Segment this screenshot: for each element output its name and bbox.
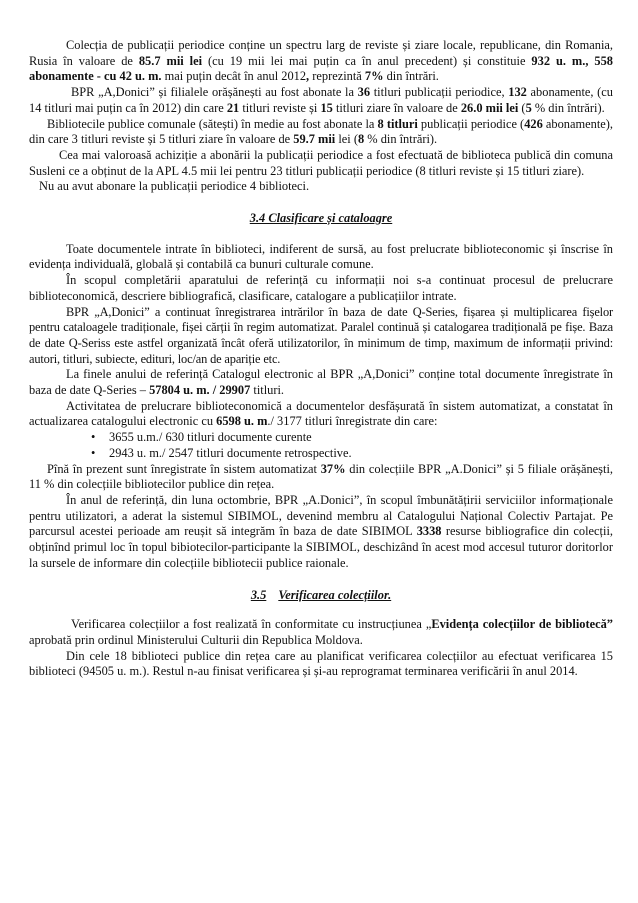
list-item: • 3655 u.m./ 630 titluri documente curente xyxy=(91,430,312,445)
bullet-icon: • xyxy=(91,445,96,460)
paragraph-verification-instruction: Verificarea colecțiilor a fost realizată în conformitate cu instrucțiunea „Evidența colecțiilor de bibliotecă” aprobată prin ordinul Ministerului Culturii din Republica Moldova. xyxy=(29,617,613,647)
paragraph-periodicals-collection: Colecția de publicații periodice conține un spectru larg de reviste și ziare locale, republicane, din Romania, Rusia în valoare de 85.7 mii lei (cu 19 mii lei mai puțin ca în anul precedent) și constituie 932 u. m., 558 abonamente - cu 42 u. m. mai puțin decât în anul 2012, reprezintă 7% din întrări. xyxy=(29,38,613,84)
paragraph-automated-share: Pînă în prezent sunt înregistrate în sistem automatizat 37% din colecțiile BPR „A.Donici” și 5 filiale orășănești, 11 % din colecțiile bibliotecilor publice din rețea. xyxy=(29,461,613,492)
bullet-icon: • xyxy=(91,430,96,445)
paragraph-qseries-registration: BPR „A,Donici” a continuat înregistrarea intrărilor în baza de date Q-Series, fișarea și multiplicarea fișelor pentru cataloagele tradiționale, fișei cărții în regim automatizat. Paralel continuă și catalogarea tradițională pe fișe. Baza de date Q-Seriss este astfel organizată încât oferă utilizatorilor, în minimum de timp, maximum de informații privind: autori, titluri, subiecte, edituri, loc/an de apariție etc. xyxy=(29,304,613,366)
paragraph-electronic-catalog-total: La finele anului de referință Catalogul electronic al BPR „A,Donici” conține total documente înregistrate în baza de date Q-Series – 57804 u. m. / 29907 titluri. xyxy=(29,367,613,398)
section-heading-verification: 3.5 Verificarea colecțiilor. xyxy=(250,587,392,602)
bullet-list-documents xyxy=(29,430,613,461)
paragraph-rural-libraries: Bibliotecile publice comunale (sătești) în medie au fost abonate la 8 titluri publicații periodice (426 abonamente), din care 3 titluri reviste și 5 titluri ziare în valoare de 59.7 mii lei (8 % din întrări). xyxy=(29,116,613,147)
paragraph-no-subscription: Nu au avut abonare la publicații periodice 4 biblioteci. xyxy=(39,179,310,194)
paragraph-automated-processing: Activitatea de prelucrare biblioteconomică a documentelor desfășurată în sistem automatizat, a constatat în actualizarea catalogului electronic cu 6598 u. m./ 3177 titluri înregistrate din care: xyxy=(29,398,613,429)
paragraph-reference-apparatus: În scopul completării aparatului de referință cu informații noi s-a continuat procesul de prelucrare biblioteconomică, descriere bibliografică, clasificare, catalogare a publicațiilor intrate. xyxy=(29,273,613,303)
section-heading-classification: 3.4 Clasificare și cataloagre xyxy=(249,211,393,226)
paragraph-susleni-acquisition: Cea mai valoroasă achiziție a abonării la publicații periodice a fost efectuată de biblioteca publică din comuna Susleni ce a obținut de la APL 4.5 mii lei pentru 23 titluri publicații periodice (8 titluri reviste și 15 titluri ziare). xyxy=(29,147,613,178)
list-item: • 2943 u. m./ 2547 titluri documente retrospective. xyxy=(91,445,352,460)
paragraph-bpr-subscriptions: BPR „A,Donici” și filialele orășănești au fost abonate la 36 titluri publicații periodice, 132 abonamente, (cu 14 titluri mai puțin ca în 2012) din care 21 titluri reviste și 15 titluri ziare în valoare de 26.0 mii lei (5 % din întrări). xyxy=(29,85,614,115)
paragraph-verification-results: Din cele 18 biblioteci publice din rețea care au planificat verificarea colecțiilor au efectuat verificarea 15 biblioteci (94505 u. m.). Restul n-au finisat verificarea și și-au reprogramat terminarea verificării în anul 2014. xyxy=(29,648,613,679)
paragraph-documents-processed: Toate documentele intrate în biblioteci, indiferent de sursă, au fost prelucrate biblioteconomic și înscrise în evidența individuală, globală și contabilă ca bunuri culturale comune. xyxy=(29,241,613,272)
paragraph-sibimol: În anul de referință, din luna octombrie, BPR „A.Donici”, în scopul îmbunătățirii serviciilor informaționale pentru utilizatori, a aderat la sistemul SIBIMOL, devenind membru al Catalogului Național Colectiv Partajat. Pe parcursul acestei perioade am reușit să integrăm în baza de date SIBIMOL 3338 resurse bibliografice din colecții, obținînd primul loc în topul bibiotecilor-participante la SIBIMOL, deschizând în acest mod accesul tuturor doritorlor la sursele de informare din colecțiile bibliotecii publice raionale. xyxy=(29,492,613,570)
